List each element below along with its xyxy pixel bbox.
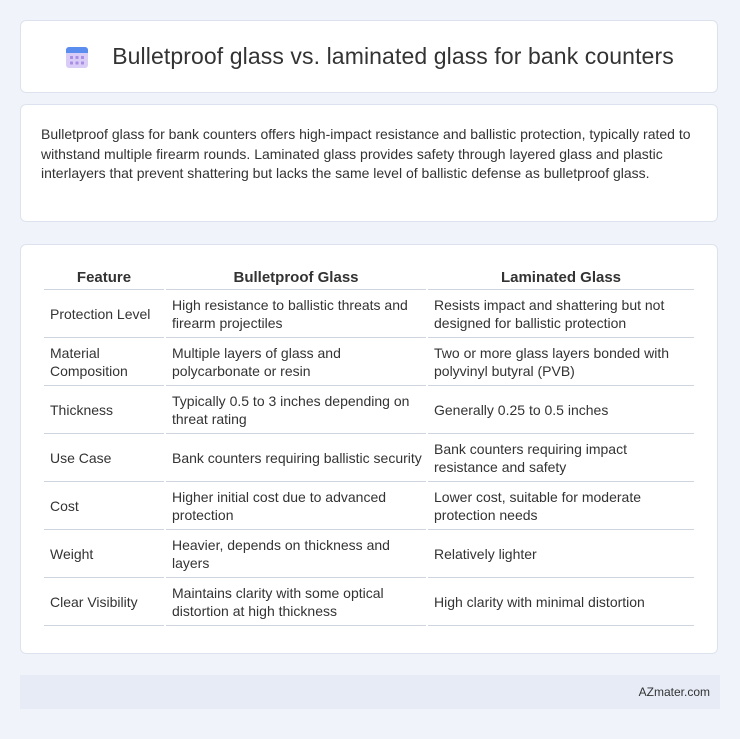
title-card: [20, 20, 718, 93]
laminated-cell: Generally 0.25 to 0.5 inches: [428, 386, 694, 434]
feature-cell: Material Composition: [44, 338, 164, 386]
footer-bar: [20, 675, 720, 709]
calendar-icon: [64, 44, 90, 70]
column-header: Laminated Glass: [428, 263, 694, 290]
column-header: Bulletproof Glass: [166, 263, 426, 290]
page-title: Bulletproof glass vs. laminated glass for bank counters: [112, 43, 674, 69]
table-row: [44, 482, 694, 530]
bulletproof-cell: Heavier, depends on thickness and layers: [166, 530, 426, 578]
intro-card: [20, 104, 718, 222]
table-row: [44, 290, 694, 338]
bulletproof-cell: Bank counters requiring ballistic security: [166, 434, 426, 482]
feature-cell: Thickness: [44, 386, 164, 434]
laminated-cell: High clarity with minimal distortion: [428, 578, 694, 626]
table-row: [44, 338, 694, 386]
bulletproof-cell: High resistance to ballistic threats and firearm projectiles: [166, 290, 426, 338]
comparison-table: [42, 263, 696, 626]
feature-cell: Protection Level: [44, 290, 164, 338]
table-header-row: [44, 263, 694, 290]
column-header: Feature: [44, 263, 164, 290]
laminated-cell: Bank counters requiring impact resistance and safety: [428, 434, 694, 482]
comparison-card: [20, 244, 718, 654]
bulletproof-cell: Multiple layers of glass and polycarbonate or resin: [166, 338, 426, 386]
table-row: [44, 578, 694, 626]
feature-cell: Cost: [44, 482, 164, 530]
footer-brand: AZmater.com: [638, 685, 710, 699]
table-row: [44, 530, 694, 578]
bulletproof-cell: Higher initial cost due to advanced protection: [166, 482, 426, 530]
laminated-cell: Resists impact and shattering but not designed for ballistic protection: [428, 290, 694, 338]
feature-cell: Weight: [44, 530, 164, 578]
laminated-cell: Relatively lighter: [428, 530, 694, 578]
intro-text: Bulletproof glass for bank counters offers high-impact resistance and ballistic protection, typically rated to withstand multiple firearm rounds. Laminated glass provides safety through layered glass and plastic interlayers that prevent shattering but lacks the same level of ballistic defense as bulletproof glass.: [41, 126, 691, 181]
bulletproof-cell: Maintains clarity with some optical distortion at high thickness: [166, 578, 426, 626]
table-row: [44, 386, 694, 434]
laminated-cell: Lower cost, suitable for moderate protection needs: [428, 482, 694, 530]
laminated-cell: Two or more glass layers bonded with polyvinyl butyral (PVB): [428, 338, 694, 386]
feature-cell: Clear Visibility: [44, 578, 164, 626]
bulletproof-cell: Typically 0.5 to 3 inches depending on threat rating: [166, 386, 426, 434]
feature-cell: Use Case: [44, 434, 164, 482]
table-row: [44, 434, 694, 482]
